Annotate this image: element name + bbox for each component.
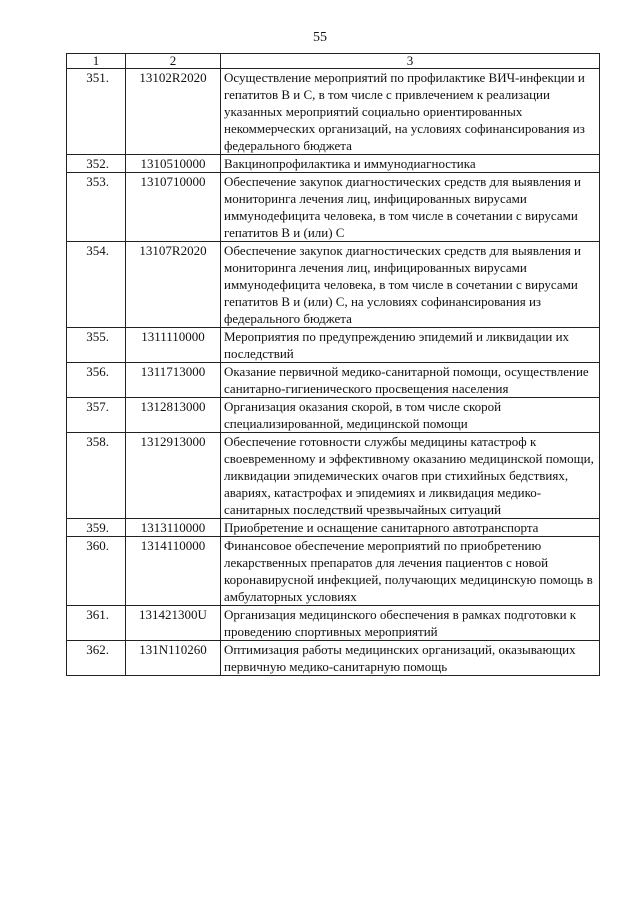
row-code: 1312813000 (126, 398, 221, 433)
row-description: Организация оказания скорой, в том числе скорой специализированной, медицинской помощи (221, 398, 600, 433)
row-number: 357. (67, 398, 126, 433)
row-number: 362. (67, 641, 126, 676)
row-description: Осуществление мероприятий по профилактике ВИЧ-инфекции и гепатитов В и С, в том числе с привлечением к реализации указанных мероприятий социально ориентированных некоммерческих организаций, на условиях софинансирования из федерального бюджета (221, 69, 600, 155)
table-row (67, 69, 600, 155)
header-col-1: 1 (67, 54, 126, 69)
row-description: Обеспечение закупок диагностических средств для выявления и мониторинга лечения лиц, инфицированных вирусами иммунодефицита человека, в том числе в сочетании с вирусами гепатитов В и (или) С, на условиях софинансирования из федерального бюджета (221, 242, 600, 328)
row-description: Обеспечение закупок диагностических средств для выявления и мониторинга лечения лиц, инфицированных вирусами иммунодефицита человека, в том числе в сочетании с вирусами гепатитов В и (или) С (221, 173, 600, 242)
row-number: 355. (67, 328, 126, 363)
row-number: 360. (67, 537, 126, 606)
row-code: 131421300U (126, 606, 221, 641)
table-row (67, 641, 600, 676)
row-number: 354. (67, 242, 126, 328)
table-row (67, 242, 600, 328)
row-description: Оказание первичной медико-санитарной помощи, осуществление санитарно-гигиенического просвещения населения (221, 363, 600, 398)
row-description: Оптимизация работы медицинских организаций, оказывающих первичную медико-санитарную помощь (221, 641, 600, 676)
table-row (67, 398, 600, 433)
row-description: Вакцинопрофилактика и иммунодиагностика (221, 155, 600, 173)
row-code: 1310510000 (126, 155, 221, 173)
header-col-2: 2 (126, 54, 221, 69)
row-number: 352. (67, 155, 126, 173)
budget-code-table (66, 53, 600, 676)
table-row (67, 328, 600, 363)
row-number: 361. (67, 606, 126, 641)
row-description: Мероприятия по предупреждению эпидемий и ликвидации их последствий (221, 328, 600, 363)
table-row (67, 433, 600, 519)
row-code: 131N110260 (126, 641, 221, 676)
row-code: 1311110000 (126, 328, 221, 363)
page-number: 55 (313, 30, 327, 45)
row-number: 356. (67, 363, 126, 398)
table-row (67, 606, 600, 641)
row-number: 353. (67, 173, 126, 242)
row-description: Обеспечение готовности службы медицины катастроф к своевременному и эффективному оказанию медицинской помощи, ликвидации эпидемических очагов при стихийных бедствиях, авариях, катастрофах и эпидемиях и ликвидация медико-санитарных последствий чрезвычайных ситуаций (221, 433, 600, 519)
row-code: 1310710000 (126, 173, 221, 242)
row-number: 358. (67, 433, 126, 519)
table-row (67, 519, 600, 537)
row-code: 13107R2020 (126, 242, 221, 328)
row-code: 1312913000 (126, 433, 221, 519)
row-description: Организация медицинского обеспечения в рамках подготовки к проведению спортивных мероприятий (221, 606, 600, 641)
table-body (67, 69, 600, 676)
header-row (67, 54, 600, 69)
table-row (67, 173, 600, 242)
row-description: Финансовое обеспечение мероприятий по приобретению лекарственных препаратов для лечения пациентов с новой коронавирусной инфекцией, получающих медицинскую помощь в амбулаторных условиях (221, 537, 600, 606)
row-code: 1311713000 (126, 363, 221, 398)
row-code: 1314110000 (126, 537, 221, 606)
table-row (67, 155, 600, 173)
table-row (67, 363, 600, 398)
row-number: 351. (67, 69, 126, 155)
row-number: 359. (67, 519, 126, 537)
table-header (67, 54, 600, 69)
header-col-3: 3 (221, 54, 600, 69)
row-code: 1313110000 (126, 519, 221, 537)
row-code: 13102R2020 (126, 69, 221, 155)
row-description: Приобретение и оснащение санитарного автотранспорта (221, 519, 600, 537)
table-row (67, 537, 600, 606)
